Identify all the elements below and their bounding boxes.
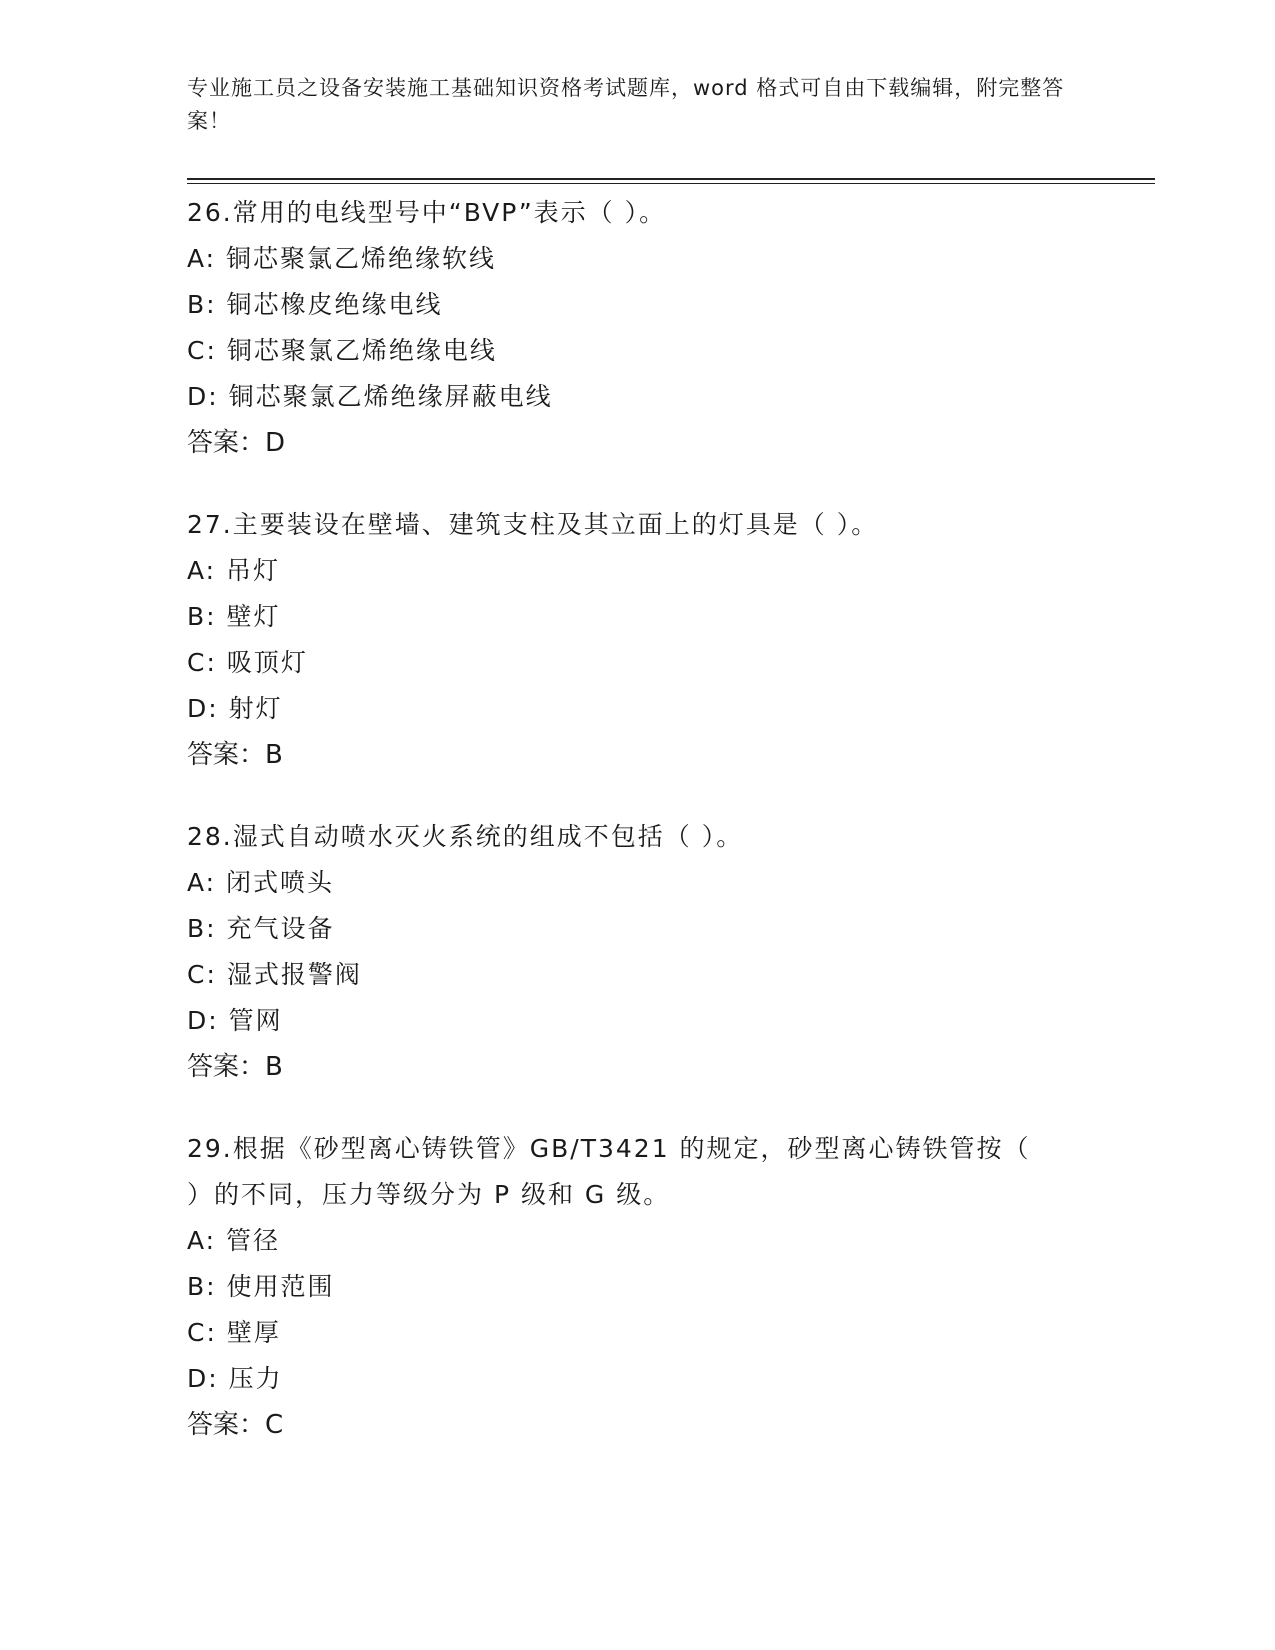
answer-line: 答案：C — [187, 1410, 284, 1440]
question-stem: 28.湿式自动喷水灭火系统的组成不包括（ ）。 — [187, 822, 744, 851]
answer-line: 答案：B — [187, 740, 283, 770]
header-rule-thick — [187, 178, 1155, 180]
option-b: B: 铜芯橡皮绝缘电线 — [187, 290, 443, 319]
option-b: B: 使用范围 — [187, 1272, 335, 1301]
question-stem: 26.常用的电线型号中“BVP”表示（ ）。 — [187, 198, 667, 227]
option-c: C: 吸顶灯 — [187, 648, 308, 677]
option-b: B: 壁灯 — [187, 602, 281, 631]
document-header: 专业施工员之设备安装施工基础知识资格考试题库，word 格式可自由下载编辑，附完整答案！ — [187, 76, 1065, 133]
option-d: D: 压力 — [187, 1364, 283, 1393]
header-rule-thin — [187, 183, 1155, 184]
question-26 — [187, 190, 1087, 466]
option-a: A: 铜芯聚氯乙烯绝缘软线 — [187, 244, 497, 273]
option-a: A: 吊灯 — [187, 556, 281, 585]
option-b: B: 充气设备 — [187, 914, 335, 943]
option-c: C: 铜芯聚氯乙烯绝缘电线 — [187, 336, 497, 365]
option-d: D: 铜芯聚氯乙烯绝缘屏蔽电线 — [187, 382, 553, 411]
option-c: C: 湿式报警阀 — [187, 960, 362, 989]
question-stem: 27.主要装设在壁墙、建筑支柱及其立面上的灯具是（ ）。 — [187, 510, 879, 539]
option-a: A: 管径 — [187, 1226, 281, 1255]
question-list — [187, 190, 1087, 1484]
answer-line: 答案：B — [187, 1052, 283, 1082]
option-d: D: 射灯 — [187, 694, 283, 723]
answer-line: 答案：D — [187, 428, 286, 458]
question-28 — [187, 814, 1087, 1090]
option-d: D: 管网 — [187, 1006, 283, 1035]
option-c: C: 壁厚 — [187, 1318, 281, 1347]
question-27 — [187, 502, 1087, 778]
question-stem: 29.根据《砂型离心铸铁管》GB/T3421 的规定，砂型离心铸铁管按（ ）的不同，压力等级分为 P 级和 G 级。 — [187, 1134, 1031, 1209]
option-a: A: 闭式喷头 — [187, 868, 335, 897]
question-29 — [187, 1126, 1087, 1448]
